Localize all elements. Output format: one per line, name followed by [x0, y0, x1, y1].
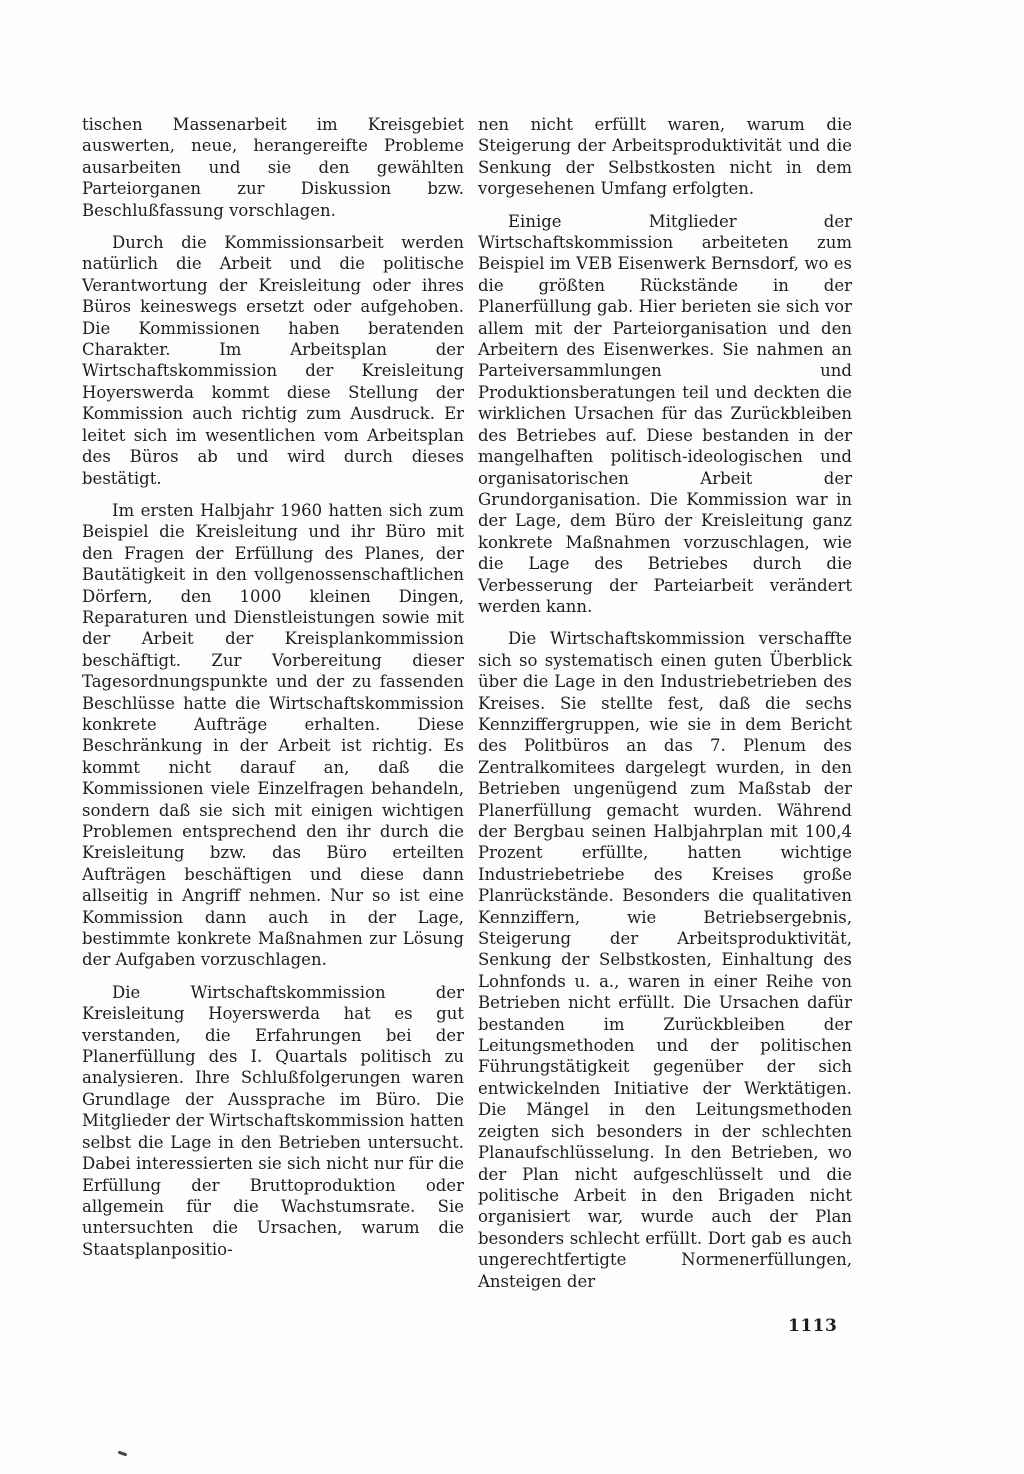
paragraph-left-4: Die Wirtschaftskommission der Kreisleitung Hoyerswerda hat es gut verstanden, die Erfahrungen bei der Planerfüllung des I. Quartals politisch zu analysieren. Ihre Schlußfolgerungen waren Grundlage der Aussprache im Büro. Die Mitglieder der Wirtschaftskommission hatten selbst die Lage in den Betrieben untersucht. Dabei interessierten sie sich nicht nur für die Erfüllung der Bruttoproduktion oder allgemein für die Wachstumsrate. Sie untersuchten die Ursachen, warum die Staatsplanpositio- [82, 982, 464, 1259]
paragraph-right-2: Einige Mitglieder der Wirtschaftskommission arbeiteten zum Beispiel im VEB Eisenwerk Bernsdorf, wo es die größten Rückstände in der Planerfüllung gab. Hier berieten sie sich vor allem mit der Parteiorganisation und den Arbeitern des Eisenwerkes. Sie nahmen an Parteiversammlungen und Produktionsberatungen teil und deckten die wirklichen Ursachen für das Zurückbleiben des Betriebes auf. Diese bestanden in der mangelhaften politisch-ideologischen und organisatorischen Arbeit der Grundorganisation. Die Kommission war in der Lage, dem Büro der Kreisleitung ganz konkrete Maßnahmen vorzuschlagen, wie die Lage des Betriebes durch die Verbesserung der Parteiarbeit verändert werden kann. [478, 211, 852, 616]
paragraph-left-3: Im ersten Halbjahr 1960 hatten sich zum Beispiel die Kreisleitung und ihr Büro mit den Fragen der Erfüllung des Planes, der Bautätigkeit in den vollgenossenschaftlichen Dörfern, den 1000 kleinen Dingen, Reparaturen und Dienstleistungen sowie mit der Arbeit der Kreisplankommission beschäftigt. Zur Vorbereitung dieser Tagesordnungspunkte und der zu fassenden Beschlüsse hatte die Wirtschaftskommission konkrete Aufträge erhalten. Diese Beschränkung in der Arbeit ist richtig. Es kommt nicht darauf an, daß die Kommissionen viele Einzelfragen behandeln, sondern daß sie sich mit einigen wichtigen Problemen entsprechend den ihr durch die Kreisleitung bzw. das Büro erteilten Aufträgen beschäftigen und diese dann allseitig in Angriff nehmen. Nur so ist eine Kommission dann auch in der Lage, bestimmte konkrete Maßnahmen zur Lösung der Aufgaben vorzuschlagen. [82, 500, 464, 970]
paragraph-right-3: Die Wirtschaftskommission verschaffte sich so systematisch einen guten Überblick über die Lage in den Industriebetrieben des Kreises. Sie stellte fest, daß die sechs Kennziffergruppen, wie sie in dem Bericht des Politbüros an das 7. Plenum des Zentralkomitees dargelegt wurden, in den Betrieben ungenügend zum Maßstab der Planerfüllung gemacht wurden. Während der Bergbau seinen Halbjahrplan mit 100,4 Prozent erfüllte, hatten wichtige Industriebetriebe des Kreises große Planrückstände. Besonders die qualitativen Kennziffern, wie Betriebsergebnis, Steigerung der Arbeitsproduktivität, Senkung der Selbstkosten, Einhaltung des Lohnfonds u. a., waren in einer Reihe von Betrieben nicht erfüllt. Die Ursachen dafür bestanden im Zurückbleiben der Leitungsmethoden und der politischen Führungstätigkeit gegenüber der sich entwickelnden Initiative der Werktätigen. Die Mängel in den Leitungsmethoden zeigten sich besonders in der schlechten Planaufschlüsselung. In den Betrieben, wo der Plan nicht aufgeschlüsselt und die politische Arbeit in den Brigaden nicht organisiert war, wurde auch der Plan besonders schlecht erfüllt. Dort gab es auch ungerechtfertigte Normenerfüllungen, Ansteigen der [478, 629, 852, 1291]
scan-speck-mark [118, 1451, 127, 1457]
paragraph-left-2: Durch die Kommissionsarbeit werden natürlich die Arbeit und die politische Verantwortung der Kreisleitung oder ihres Büros keineswegs ersetzt oder aufgehoben. Die Kommissionen haben beratenden Charakter. Im Arbeitsplan der Wirtschaftskommission der Kreisleitung Hoyerswerda kommt diese Stellung der Kommission auch richtig zum Ausdruck. Er leitet sich im wesentlichen vom Arbeitsplan des Büros ab und wird durch dieses bestätigt. [82, 233, 464, 488]
paragraph-right-1: nen nicht erfüllt waren, warum die Steigerung der Arbeitsproduktivität und die Senkung der Selbstkosten nicht in dem vorgesehenen Umfang erfolgten. [478, 115, 852, 199]
right-column [478, 114, 852, 1303]
paragraph-left-1: tischen Massenarbeit im Kreisgebiet auswerten, neue, herangereifte Probleme ausarbeiten und sie den gewählten Parteiorganen zur Diskussion bzw. Beschlußfassung vorschlagen. [82, 115, 464, 220]
left-column [82, 114, 464, 1271]
page-number: 1113 [788, 1316, 838, 1336]
